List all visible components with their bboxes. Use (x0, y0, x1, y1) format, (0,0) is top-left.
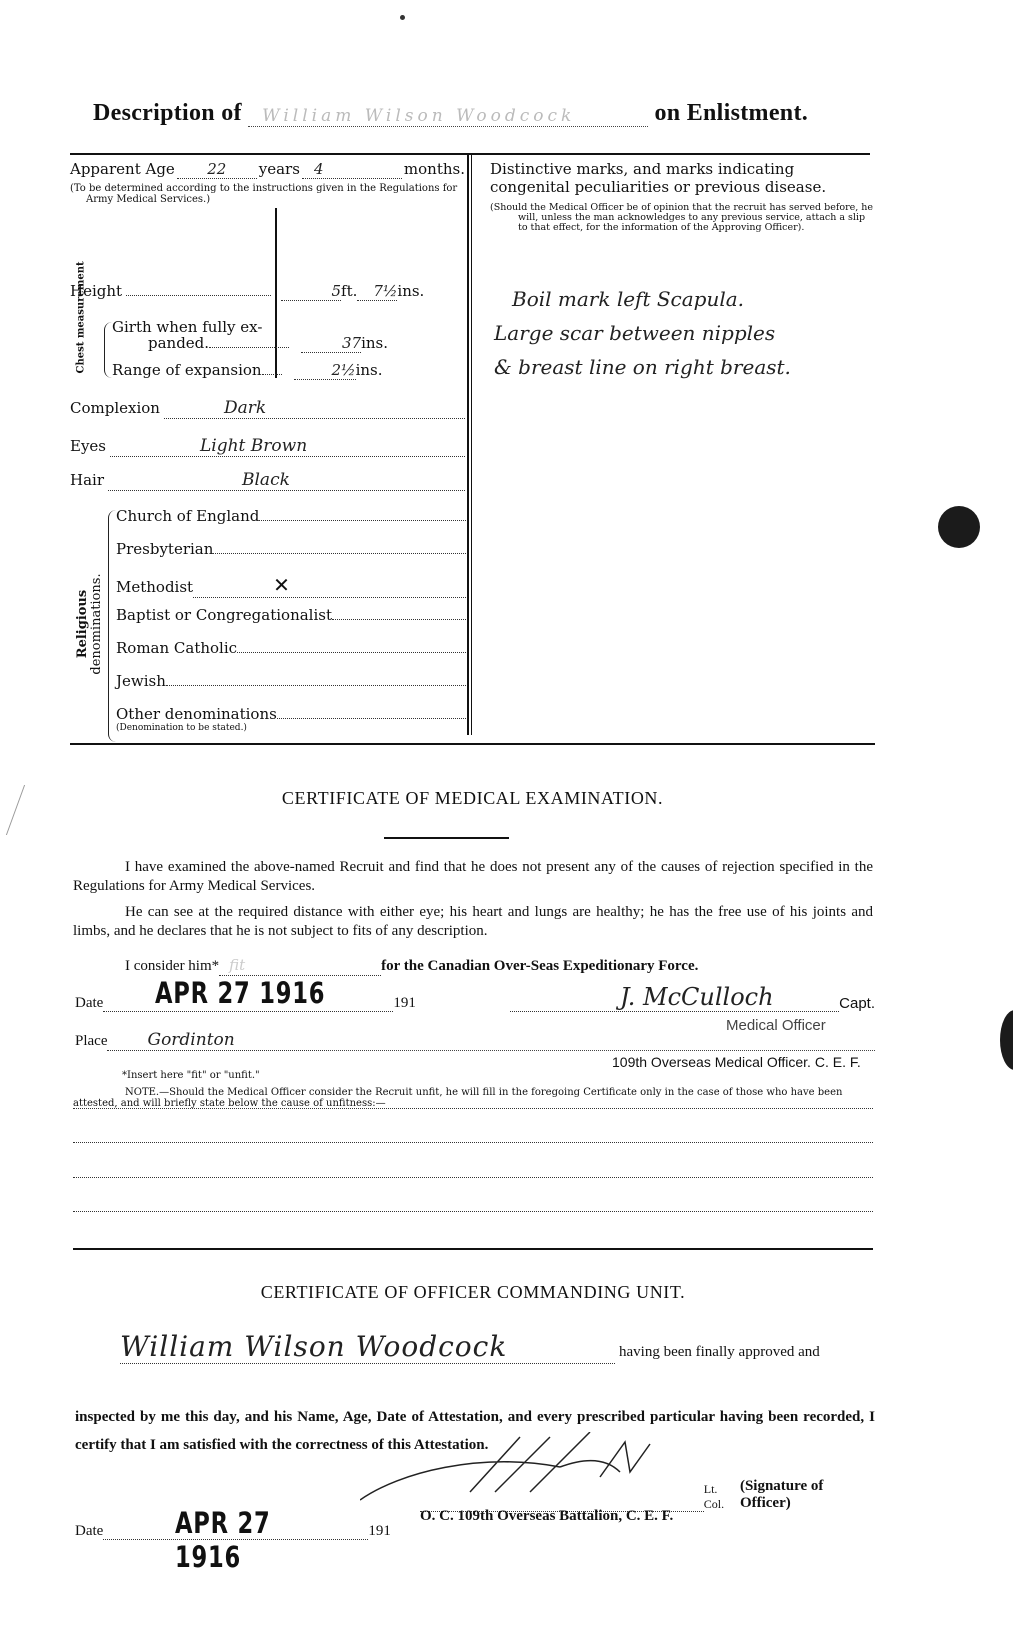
co-date-row: Date APR 27 1916 191 (75, 1506, 391, 1574)
medical-officer-signature: J. McCulloch (620, 983, 774, 1011)
religion-item-roman-catholic: Roman Catholic (116, 639, 466, 672)
hair-row: Hair Black (70, 470, 465, 491)
medical-certificate-title: CERTIFICATE OF MEDICAL EXAMINATION. (281, 788, 664, 808)
medical-title-rule (384, 837, 509, 839)
medical-para-2: He can see at the required distance with either eye; his heart and lungs are healthy; he has the free use of his joints and limbs, and he declares that he is not subject to fits of any description. (73, 904, 873, 939)
mark-line-2: Large scar between nipples (494, 321, 776, 345)
range-row: Range of expansion 2½ ins. (112, 361, 383, 379)
recruit-name-field (248, 103, 648, 127)
document-title (93, 100, 853, 134)
unfitness-line-4[interactable] (73, 1211, 873, 1212)
title-suffix: on Enlistment. (654, 100, 809, 126)
recruit-name-handwritten: William Wilson Woodcock (120, 1330, 508, 1363)
punch-hole-right (938, 506, 980, 548)
medical-date-field (103, 976, 393, 1012)
height-inches-field: 7½ (357, 282, 397, 301)
medical-officer-title-2: 109th Overseas Medical Officer. C. E. F. (612, 1054, 861, 1070)
unfit-note: NOTE.—Should the Medical Officer consider the Recruit unfit, he will fill in the foregoing Certificate only in the case of those who have been attested, and will briefly state below the cause of unfitness:— (73, 1087, 843, 1109)
scan-mark-left (0, 785, 25, 835)
religion-item-methodist: Methodist ✕ (116, 573, 466, 606)
chest-group-label: Chest measurement (75, 261, 87, 374)
place-row: Place Gordinton (75, 1030, 385, 1051)
title-prefix: Description of (93, 100, 242, 126)
fit-unfit-field: fit (219, 956, 381, 976)
consider-row: I consider him* fit for the Canadian Over-Seas Expeditionary Force. (125, 956, 699, 974)
girth-field: 37 (301, 334, 361, 353)
distinctive-marks-note: (Should the Medical Officer be of opinion that the recruit has served before, he will, unless the man acknowledges to any previous service, attach a slip to that effect, for the information of the Approving Officer). (490, 202, 874, 233)
co-date-stamp: APR 27 1916 (175, 1506, 271, 1574)
distinctive-marks-heading: Distinctive marks, and marks indicating congenital peculiarities or previous disease. (490, 160, 827, 196)
punch-hole-right-lower (1000, 1010, 1013, 1070)
other-denomination-note: (Denomination to be stated.) (116, 723, 247, 733)
co-signature-row: Lt. Col. (Signature of Officer) (420, 1478, 875, 1512)
medical-officer-title-1: Medical Officer (726, 1017, 826, 1034)
age-years-field: 22 (177, 160, 257, 179)
medical-officer-signature-row: J. McCulloch Capt. (510, 986, 875, 1012)
girth-label-1: Girth when fully ex- (112, 318, 263, 336)
religion-item-church-of-england: Church of England (116, 507, 466, 540)
age-months-field: 4 (302, 160, 402, 179)
table-bottom-rule (70, 743, 875, 745)
girth-row: panded. 37 ins. (148, 334, 388, 352)
column-divider-inner (471, 155, 472, 735)
religion-group-label: Religious denominations. (75, 573, 104, 675)
column-divider (467, 155, 469, 735)
apparent-age-row: Apparent Age 22 years 4 months. (70, 160, 465, 178)
complexion-row: Complexion Dark (70, 398, 465, 419)
religion-brace (108, 510, 116, 742)
unfitness-line-3[interactable] (73, 1177, 873, 1178)
religion-item-baptist: Baptist or Congregationalist (116, 606, 466, 639)
medical-officer-signature-field (510, 983, 839, 1012)
height-row: Height 5 ft. 7½ ins. (70, 282, 425, 300)
mo-designation-dotted-field (330, 1050, 875, 1051)
section-divider (73, 1248, 873, 1250)
recruit-name-faded: William Wilson Woodcock (262, 106, 576, 126)
distinctive-marks-list (494, 282, 892, 384)
unfitness-line-1[interactable] (73, 1108, 873, 1109)
religion-item-jewish: Jewish (116, 672, 466, 705)
scan-mark-top (400, 15, 405, 20)
fit-unfit-footnote: *Insert here "fit" or "unfit." (122, 1070, 260, 1081)
apparent-age-label: Apparent Age (70, 160, 175, 178)
medical-date-row: Date APR 27 1916 191 (75, 976, 416, 1011)
chest-brace (104, 322, 112, 378)
top-rule (70, 153, 870, 155)
mark-line-1: Boil mark left Scapula. (512, 287, 745, 311)
medical-para-1: I have examined the above-named Recruit and find that he does not present any of the causes of rejection specified in the Regulations for Army Medical Services. (73, 859, 873, 894)
co-signature-scrawl (360, 1432, 690, 1502)
mark-line-3: & breast line on right breast. (494, 355, 791, 379)
methodist-check-mark: ✕ (273, 573, 290, 597)
recruit-name-row: William Wilson Woodcock having been finally approved and (120, 1330, 820, 1363)
medical-date-stamp: APR 27 1916 (155, 976, 326, 1010)
religion-item-other: Other denominations (116, 705, 466, 723)
recruit-name-line (120, 1330, 615, 1364)
range-field: 2½ (294, 361, 356, 380)
age-note: (To be determined according to the instructions given in the Regulations for Army Medical Services.) (70, 183, 458, 205)
eyes-row: Eyes Light Brown (70, 436, 465, 457)
co-unit-line: O. C. 109th Overseas Battalion, C. E. F. (420, 1508, 674, 1524)
unfitness-line-2[interactable] (73, 1142, 873, 1143)
religion-item-presbyterian: Presbyterian (116, 540, 466, 573)
height-feet-field: 5 (281, 282, 341, 301)
religion-list (116, 507, 466, 734)
commanding-body: inspected by me this day, and his Name, Age, Date of Attestation, and every prescribed particular having been recorded, I certify that I am satisfied with the correctness of this Attestation. (75, 1409, 875, 1453)
commanding-certificate-title: CERTIFICATE OF OFFICER COMMANDING UNIT. (260, 1282, 686, 1302)
